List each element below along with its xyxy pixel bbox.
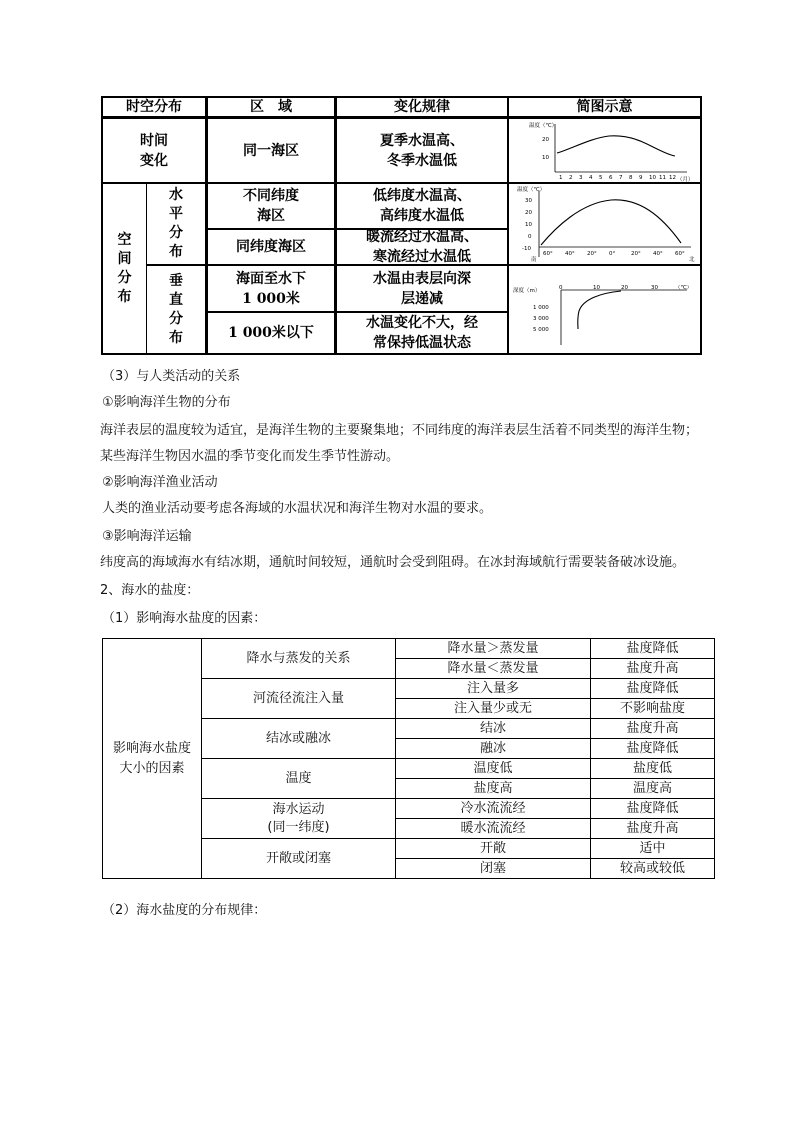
- horizontal-rule-1: 低纬度水温高、 高纬度水温低: [373, 188, 471, 224]
- depth-temperature-diagram: [511, 285, 699, 351]
- subheading-shipping: ③影响海洋运输: [102, 529, 192, 544]
- xtick-month: 8: [629, 175, 633, 181]
- result-cell: 适中: [591, 839, 715, 859]
- seasonal-curve: [557, 136, 675, 156]
- paragraph-shipping: 纬度高的海域海水有结冰期，通航时间较短，通航时会受到阻碍。在冰封海域航行需要装备破冰设施。: [100, 555, 686, 570]
- ylabel: 温度（℃）: [517, 187, 546, 193]
- xtick-latitude: 40°: [565, 251, 575, 257]
- time-rule: 夏季水温高、 冬季水温低: [380, 132, 464, 169]
- ytick-minus10: -10: [522, 246, 531, 252]
- xunit: （℃）: [675, 285, 693, 291]
- heading-human-activity: （3）与人类活动的关系: [102, 369, 241, 384]
- ocean-temperature-table: [101, 96, 702, 355]
- heading-salinity-factors: （1）影响海水盐度的因素：: [102, 611, 267, 626]
- xtick-month: 12: [669, 175, 676, 181]
- xtick-latitude: 60°: [543, 251, 553, 257]
- vertical-rule-1: 水温由表层向深 层递减: [373, 270, 471, 307]
- horizontal-region-2: 同纬度海区: [236, 239, 306, 255]
- horizontal-region-1: 不同纬度 海区: [243, 188, 299, 224]
- xtick-0: 0: [559, 285, 563, 291]
- vertical-region-2: 1 000米以下: [228, 325, 314, 341]
- result-cell: 不影响盐度: [591, 699, 715, 719]
- condition-cell: 融冰: [396, 739, 591, 759]
- horizontal-distribution-label: 水 平 分 布: [169, 187, 183, 260]
- condition-cell: 开敞: [396, 839, 591, 859]
- result-cell: 盐度降低: [591, 679, 715, 699]
- xtick-month: 4: [589, 175, 593, 181]
- seasonal-temperature-diagram: [511, 120, 699, 182]
- ytick-20: 20: [542, 137, 549, 143]
- xtick-month: 7: [619, 175, 623, 181]
- time-region: 同一海区: [243, 142, 299, 159]
- xtick-month: 3: [579, 175, 583, 181]
- result-cell: 温度高: [591, 779, 715, 799]
- heading-salinity: 2、海水的盐度：: [100, 583, 200, 598]
- result-cell: 盐度升高: [591, 659, 715, 679]
- result-cell: 盐度升高: [591, 819, 715, 839]
- condition-cell: 降水量＞蒸发量: [396, 639, 591, 659]
- condition-cell: 温度低: [396, 759, 591, 779]
- salinity-factors-table: [102, 638, 715, 879]
- subheading-marine-life: ①影响海洋生物的分布: [102, 395, 231, 410]
- ytick-10: 10: [525, 222, 532, 228]
- factor-cell: 河流径流注入量: [202, 679, 396, 719]
- xtick-latitude: 40°: [653, 251, 663, 257]
- time-change-label: 时间 变化: [140, 132, 168, 169]
- space-distribution-label: 空 间 分 布: [117, 231, 132, 305]
- heading-salinity-distribution: （2）海水盐度的分布规律：: [102, 903, 267, 918]
- condition-cell: 闭塞: [396, 859, 591, 879]
- condition-cell: 注入量少或无: [396, 699, 591, 719]
- factor-cell: 海水运动 (同一纬度): [202, 799, 396, 839]
- xunit: （月）: [677, 177, 694, 182]
- xtick-month: 9: [639, 175, 643, 181]
- ytick-10: 10: [542, 155, 549, 161]
- ytick-3000: 3 000: [533, 316, 549, 322]
- result-cell: 盐度降低: [591, 639, 715, 659]
- ytick-5000: 5 000: [533, 327, 549, 333]
- xtick-latitude: 20°: [587, 251, 597, 257]
- table-row: [103, 639, 715, 659]
- condition-cell: 冷水流流经: [396, 799, 591, 819]
- header-time-space: 时空分布: [126, 99, 182, 115]
- xtick-latitude: 20°: [631, 251, 641, 257]
- vertical-region-1: 海面至水下 1 000米: [236, 270, 306, 307]
- factor-cell: 温度: [202, 759, 396, 799]
- horizontal-rule-2: 暖流经过水温高、 寒流经过水温低: [366, 229, 478, 265]
- ytick-20: 20: [525, 210, 532, 216]
- xtick-month: 5: [599, 175, 603, 181]
- factor-cell: 降水与蒸发的关系: [202, 639, 396, 679]
- header-rule: 变化规律: [394, 99, 450, 115]
- result-cell: 盐度降低: [591, 799, 715, 819]
- xtick-month: 11: [659, 175, 666, 181]
- xtick-month: 10: [649, 175, 656, 181]
- ytick-30: 30: [525, 198, 532, 204]
- xtick-10: 10: [593, 285, 600, 291]
- condition-cell: 暖水流流经: [396, 819, 591, 839]
- ytick-0: 0: [528, 234, 532, 240]
- paragraph-fishery: 人类的渔业活动要考虑各海域的水温状况和海洋生物对水温的要求。: [102, 501, 493, 516]
- vertical-rule-2: 水温变化不大，经 常保持低温状态: [366, 315, 478, 351]
- condition-cell: 盐度高: [396, 779, 591, 799]
- xtick-month: 1: [559, 175, 563, 181]
- latitude-temperature-diagram: [511, 185, 699, 264]
- subheading-fishery: ②影响海洋渔业活动: [102, 475, 218, 490]
- header-region: 区 域: [250, 99, 292, 115]
- result-cell: 盐度升高: [591, 719, 715, 739]
- condition-cell: 注入量多: [396, 679, 591, 699]
- factor-cell: 开敞或闭塞: [202, 839, 396, 879]
- main-factor-cell: 影响海水盐度大小的因素: [103, 639, 202, 879]
- xtick-latitude: 60°: [675, 251, 685, 257]
- result-cell: 盐度低: [591, 759, 715, 779]
- header-diagram: 简图示意: [576, 99, 633, 115]
- xtick-30: 30: [651, 285, 658, 291]
- south-label: 南: [531, 257, 537, 263]
- xtick-month: 6: [609, 175, 613, 181]
- ylabel: 温度（℃）: [529, 123, 558, 129]
- factor-cell: 结冰或融冰: [202, 719, 396, 759]
- depth-curve: [578, 291, 621, 329]
- xtick-month: 2: [569, 175, 573, 181]
- xtick-latitude: 0°: [609, 251, 616, 257]
- vertical-distribution-label: 垂 直 分 布: [169, 272, 183, 346]
- result-cell: 较高或较低: [591, 859, 715, 879]
- latitude-curve: [541, 200, 681, 245]
- condition-cell: 降水量＜蒸发量: [396, 659, 591, 679]
- condition-cell: 结冰: [396, 719, 591, 739]
- ylabel: 深度（m）: [513, 288, 541, 294]
- result-cell: 盐度降低: [591, 739, 715, 759]
- north-label: 北: [689, 257, 695, 263]
- paragraph-marine-life: 海洋表层的温度较为适宜，是海洋生物的主要聚集地；不同纬度的海洋表层生活着不同类型的海洋生物；某些海洋生物因水温的季节变化而发生季节性游动。: [100, 423, 699, 464]
- ytick-1000: 1 000: [533, 305, 549, 311]
- xtick-20: 20: [621, 285, 628, 291]
